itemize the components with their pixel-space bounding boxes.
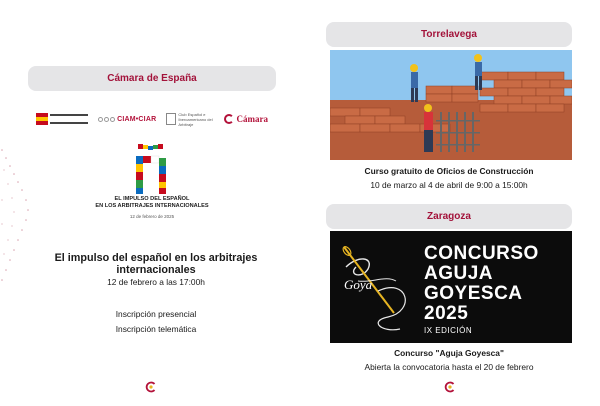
concurso-poster[interactable]: [330, 231, 572, 343]
emblem-date: 12 de febrero de 2025: [129, 214, 175, 219]
camara-logo-text: Cámara: [236, 114, 268, 124]
poster-line-4: 2025: [424, 303, 469, 324]
ciam-logo-text: CIAM•CIAR: [117, 115, 157, 123]
club-arbitraje-logo: [166, 112, 214, 127]
camara-espana-header: Cámara de España: [28, 66, 276, 91]
emblem-caption-line-1: EL IMPULSO DEL ESPAÑOL: [114, 196, 190, 202]
concurso-deadline: Abierta la convocatoria hasta el 20 de febrero: [364, 362, 534, 372]
poster-line-2: AGUJA: [424, 263, 494, 284]
event-datetime: 12 de febrero a las 17:00h: [107, 277, 205, 287]
inscripcion-presencial-link[interactable]: Inscripción presencial: [115, 309, 197, 319]
poster-script: Goya: [344, 277, 373, 292]
government-logo: [36, 111, 88, 127]
course-dates: 10 de marzo al 4 de abril de 9:00 a 15:00h: [370, 180, 528, 190]
zaragoza-header: Zaragoza: [326, 204, 572, 229]
camara-logo: [224, 114, 268, 124]
course-title[interactable]: Curso gratuito de Oficios de Construcción: [364, 166, 534, 176]
camara-logo-icon: [145, 381, 157, 393]
camara-logo-icon: [444, 381, 456, 393]
poster-line-1: CONCURSO: [424, 243, 539, 264]
poster-line-3: GOYESCA: [424, 283, 523, 304]
torrelavega-header: Torrelavega: [326, 22, 572, 47]
enye-emblem-icon: [132, 144, 172, 194]
inscripcion-telematica-link[interactable]: Inscripción telemática: [115, 324, 197, 334]
needle-icon: [338, 241, 418, 337]
camara-c-icon: [224, 114, 234, 124]
construction-photo[interactable]: [330, 50, 572, 160]
decorative-dots: [0, 140, 40, 300]
emblem-caption: [80, 196, 224, 210]
ciam-logo: [98, 116, 156, 123]
poster-edition: IX EDICIÓN: [424, 326, 473, 335]
partner-logos: [36, 108, 268, 130]
club-logo-text: Club Español e Iberoamericano del Arbitraje: [178, 111, 213, 127]
concurso-title[interactable]: Concurso "Aguja Goyesca": [394, 348, 504, 358]
emblem-caption-line-2: EN LOS ARBITRAJES INTERNACIONALES: [95, 203, 209, 209]
event-title: El impulso del español en los arbitrajes internacionales: [54, 252, 258, 276]
